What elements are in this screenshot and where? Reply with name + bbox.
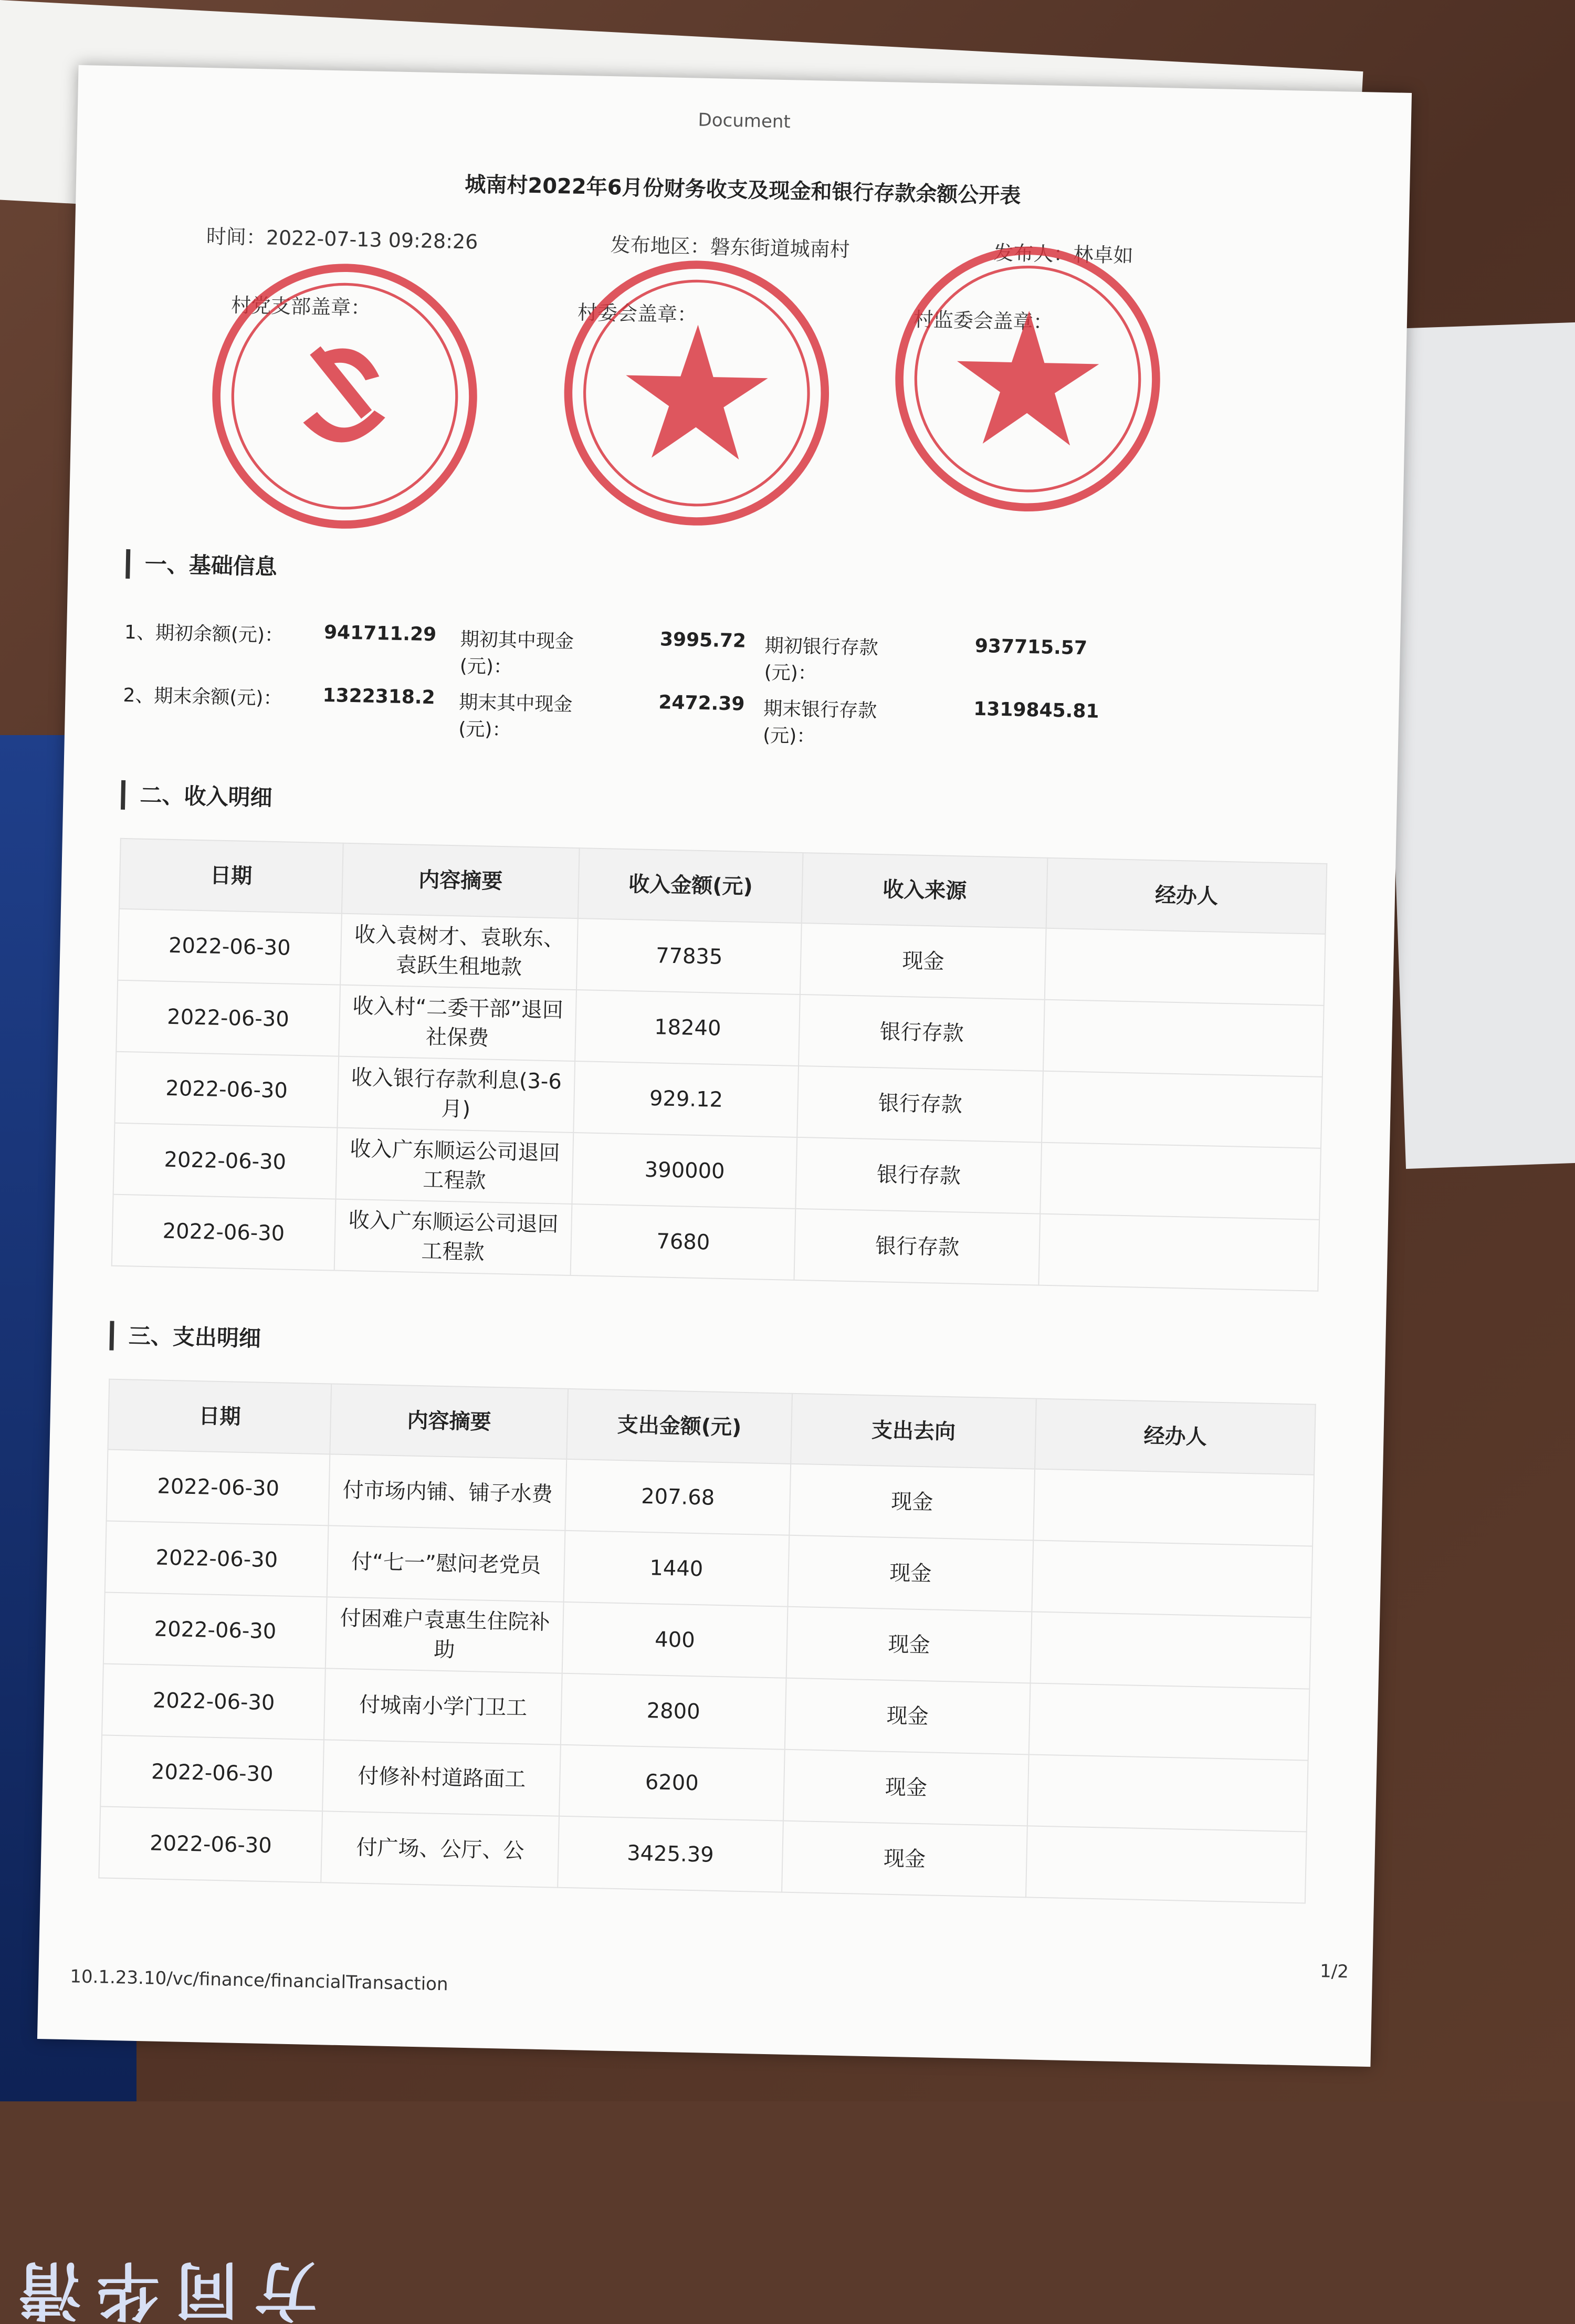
expense-amount: 1440 [564, 1531, 789, 1607]
expense-destination: 现金 [784, 1678, 1031, 1755]
opening-cash-label: 期初其中现金(元)： [459, 629, 574, 678]
expense-col-destination: 支出去向 [791, 1394, 1036, 1469]
expense-destination: 现金 [782, 1821, 1028, 1898]
page-number: 1/2 [1319, 1961, 1349, 1983]
supervision-seal-icon [888, 239, 1167, 518]
opening-balance-label: 1、期初余额(元)： [124, 621, 284, 647]
closing-balance-value: 1322318.2 [322, 684, 436, 709]
expense-amount: 2800 [561, 1673, 786, 1750]
time-value: 2022-07-13 09:28:26 [266, 226, 478, 254]
expense-summary: 付市场内铺、铺子水费 [329, 1454, 566, 1530]
party-seal-label: 村党支部盖章： [230, 294, 371, 320]
income-summary: 收入银行存款利息(3-6月) [337, 1056, 575, 1133]
income-handler [1043, 1000, 1324, 1077]
income-col-handler: 经办人 [1046, 858, 1327, 934]
section-expense-title: 三、支出明细 [109, 1321, 261, 1354]
expense-handler [1034, 1469, 1314, 1546]
income-source: 现金 [800, 923, 1046, 1000]
expense-amount: 400 [562, 1602, 788, 1678]
income-col-date: 日期 [119, 839, 343, 914]
expense-date: 2022-06-30 [103, 1593, 327, 1669]
expense-amount: 6200 [559, 1745, 784, 1821]
expense-col-summary: 内容摘要 [330, 1384, 568, 1459]
expense-col-handler: 经办人 [1035, 1399, 1315, 1475]
expense-summary: 付修补村道路面工 [323, 1740, 561, 1816]
income-handler [1040, 1143, 1320, 1220]
document-page [37, 65, 1412, 2067]
opening-cash-value: 3995.72 [659, 629, 747, 652]
income-col-source: 收入来源 [802, 853, 1048, 928]
binder-text: 清华同方 [18, 2258, 328, 2324]
footer-url: 10.1.23.10/vc/finance/financialTransaction [69, 1966, 448, 1995]
expense-date: 2022-06-30 [107, 1450, 330, 1526]
income-col-amount: 收入金额(元) [578, 848, 803, 923]
income-summary: 收入村“二委干部”退回社保费 [339, 985, 577, 1061]
income-col-summary: 内容摘要 [342, 843, 580, 918]
opening-bank-value: 937715.57 [974, 635, 1088, 659]
expense-summary: 付城南小学门卫工 [324, 1668, 562, 1744]
closing-bank-label: 期末银行存款(元)： [762, 698, 877, 748]
income-amount: 18240 [575, 990, 801, 1066]
expense-col-date: 日期 [108, 1379, 331, 1454]
expense-amount: 207.68 [565, 1459, 791, 1535]
closing-balance-label: 2、期末余额(元)： [123, 684, 282, 710]
income-amount: 77835 [576, 918, 802, 994]
document-title: 城南村2022年6月份财务收支及现金和银行存款余额公开表 [464, 172, 1021, 208]
expense-destination: 现金 [788, 1535, 1034, 1612]
meta-time [206, 220, 478, 255]
section-income-title: 二、收入明细 [121, 780, 272, 813]
section-basic-info-title: 一、基础信息 [125, 549, 277, 582]
expense-handler [1029, 1683, 1309, 1760]
expense-table [98, 1379, 1316, 1904]
expense-handler [1031, 1611, 1311, 1689]
expense-destination: 现金 [786, 1607, 1032, 1683]
income-date: 2022-06-30 [116, 980, 340, 1056]
expense-summary: 付“七一”慰问老党员 [327, 1525, 565, 1601]
party-seal-icon [205, 257, 484, 536]
closing-cash-value: 2472.39 [658, 692, 745, 715]
region-label: 发布地区： [610, 233, 711, 259]
income-date: 2022-06-30 [112, 1195, 335, 1271]
expense-summary: 付广场、公厅、公 [321, 1811, 559, 1887]
income-source: 银行存款 [797, 1066, 1043, 1143]
income-handler [1042, 1071, 1322, 1148]
expense-handler [1032, 1541, 1312, 1618]
expense-summary: 付困难户袁惠生住院补助 [326, 1597, 563, 1673]
document-header: Document [698, 109, 791, 133]
expense-destination: 现金 [789, 1464, 1035, 1541]
closing-bank-value: 1319845.81 [973, 698, 1099, 723]
expense-date: 2022-06-30 [100, 1735, 324, 1811]
expense-col-amount: 支出金额(元) [566, 1389, 792, 1464]
income-amount: 7680 [571, 1204, 796, 1280]
expense-date: 2022-06-30 [102, 1663, 326, 1740]
income-summary: 收入广东顺运公司退回工程款 [335, 1128, 574, 1204]
expense-date: 2022-06-30 [105, 1521, 329, 1597]
income-table [111, 838, 1328, 1292]
expense-amount: 3425.39 [558, 1816, 783, 1892]
committee-seal-icon [557, 254, 836, 532]
time-label: 时间： [206, 224, 267, 249]
income-date: 2022-06-30 [113, 1123, 337, 1199]
income-handler [1039, 1214, 1319, 1291]
income-date: 2022-06-30 [118, 909, 341, 985]
expense-handler [1027, 1754, 1308, 1831]
income-source: 银行存款 [799, 994, 1045, 1071]
income-summary: 收入广东顺运公司退回工程款 [334, 1199, 572, 1275]
opening-balance-value: 941711.29 [323, 621, 437, 646]
expense-destination: 现金 [783, 1750, 1030, 1826]
income-amount: 390000 [572, 1133, 797, 1209]
expense-date: 2022-06-30 [99, 1806, 322, 1882]
income-handler [1045, 928, 1325, 1006]
background-paper-right [1377, 322, 1575, 1169]
income-summary: 收入袁树才、袁耿东、袁跃生租地款 [340, 914, 579, 990]
publisher-label: 发布人： [993, 241, 1074, 266]
income-amount: 929.12 [574, 1061, 799, 1137]
committee-seal-label: 村委会盖章： [577, 300, 698, 327]
income-source: 银行存款 [796, 1137, 1042, 1214]
closing-cash-label: 期末其中现金(元)： [458, 692, 573, 741]
opening-bank-label: 期初银行存款(元)： [764, 635, 879, 685]
income-source: 银行存款 [794, 1209, 1041, 1285]
supervision-seal-label: 村监委会盖章： [913, 308, 1054, 334]
expense-handler [1026, 1826, 1306, 1903]
income-date: 2022-06-30 [114, 1052, 338, 1128]
region-value: 磐东街道城南村 [710, 235, 850, 261]
publisher-value: 林卓如 [1073, 243, 1133, 267]
